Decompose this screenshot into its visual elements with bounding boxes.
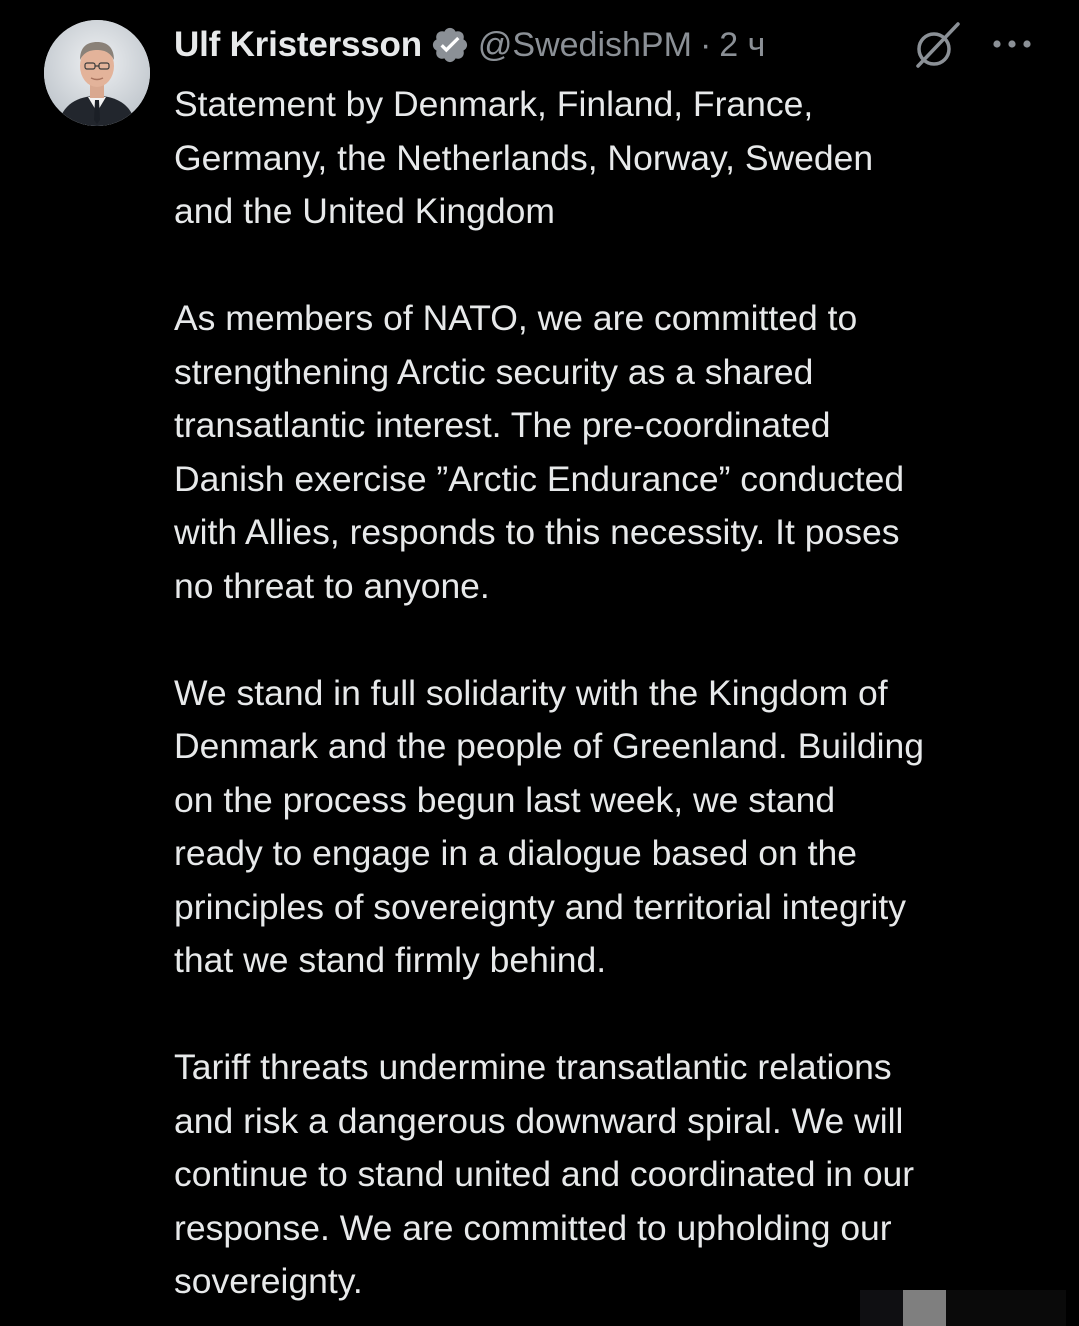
post-header [174, 20, 765, 70]
post-line: response. We are committed to upholding our [174, 1207, 892, 1248]
post-line: and the United Kingdom [174, 191, 555, 231]
grok-icon[interactable] [910, 20, 962, 72]
bottom-overlay-fragment [860, 1290, 903, 1326]
post-line: and risk a dangerous downward spiral. We will [174, 1100, 904, 1141]
header-separator: · [699, 25, 712, 64]
post-line: continue to stand united and coordinated in our [174, 1154, 915, 1194]
post-line: We stand in full solidarity with the Kingdom of [174, 672, 888, 713]
post-paragraph [174, 78, 1054, 239]
post-paragraph [174, 292, 1054, 613]
author-avatar[interactable] [44, 20, 150, 126]
avatar-portrait-icon [44, 20, 150, 126]
post-line: transatlantic interest. The pre-coordinated [174, 405, 831, 445]
post-line: Danish exercise ”Arctic Endurance” conducted [174, 458, 905, 499]
post-paragraph [174, 667, 1054, 988]
post-line: Tariff threats undermine transatlantic relations [174, 1047, 892, 1087]
author-handle[interactable]: @SwedishPM [477, 25, 692, 64]
post-line: that we stand firmly behind. [174, 940, 607, 980]
post-timestamp[interactable]: 2 ч [719, 25, 766, 64]
bottom-overlay-fragment [946, 1290, 1066, 1326]
post-line: no threat to anyone. [174, 565, 490, 606]
author-display-name[interactable]: Ulf Kristersson [174, 25, 422, 64]
post-line: on the process begun last week, we stand [174, 779, 836, 820]
post-paragraph [174, 1041, 1054, 1309]
post-body [174, 78, 1054, 1309]
post-line: As members of NATO, we are committed to [174, 298, 858, 338]
post-line: with Allies, responds to this necessity. It poses [174, 512, 900, 552]
bottom-overlay-fragment [903, 1290, 946, 1326]
verified-badge-icon[interactable] [430, 25, 470, 65]
post-line: ready to engage in a dialogue based on the [174, 833, 857, 873]
post-line: strengthening Arctic security as a shared [174, 351, 814, 392]
post-line: Statement by Denmark, Finland, France, [174, 84, 814, 124]
post-line: Denmark and the people of Greenland. Building [174, 726, 924, 766]
more-options-icon[interactable] [990, 36, 1034, 52]
post-line: sovereignty. [174, 1261, 363, 1301]
post-line: principles of sovereignty and territorial integrity [174, 886, 907, 927]
post-line: Germany, the Netherlands, Norway, Sweden [174, 137, 874, 178]
